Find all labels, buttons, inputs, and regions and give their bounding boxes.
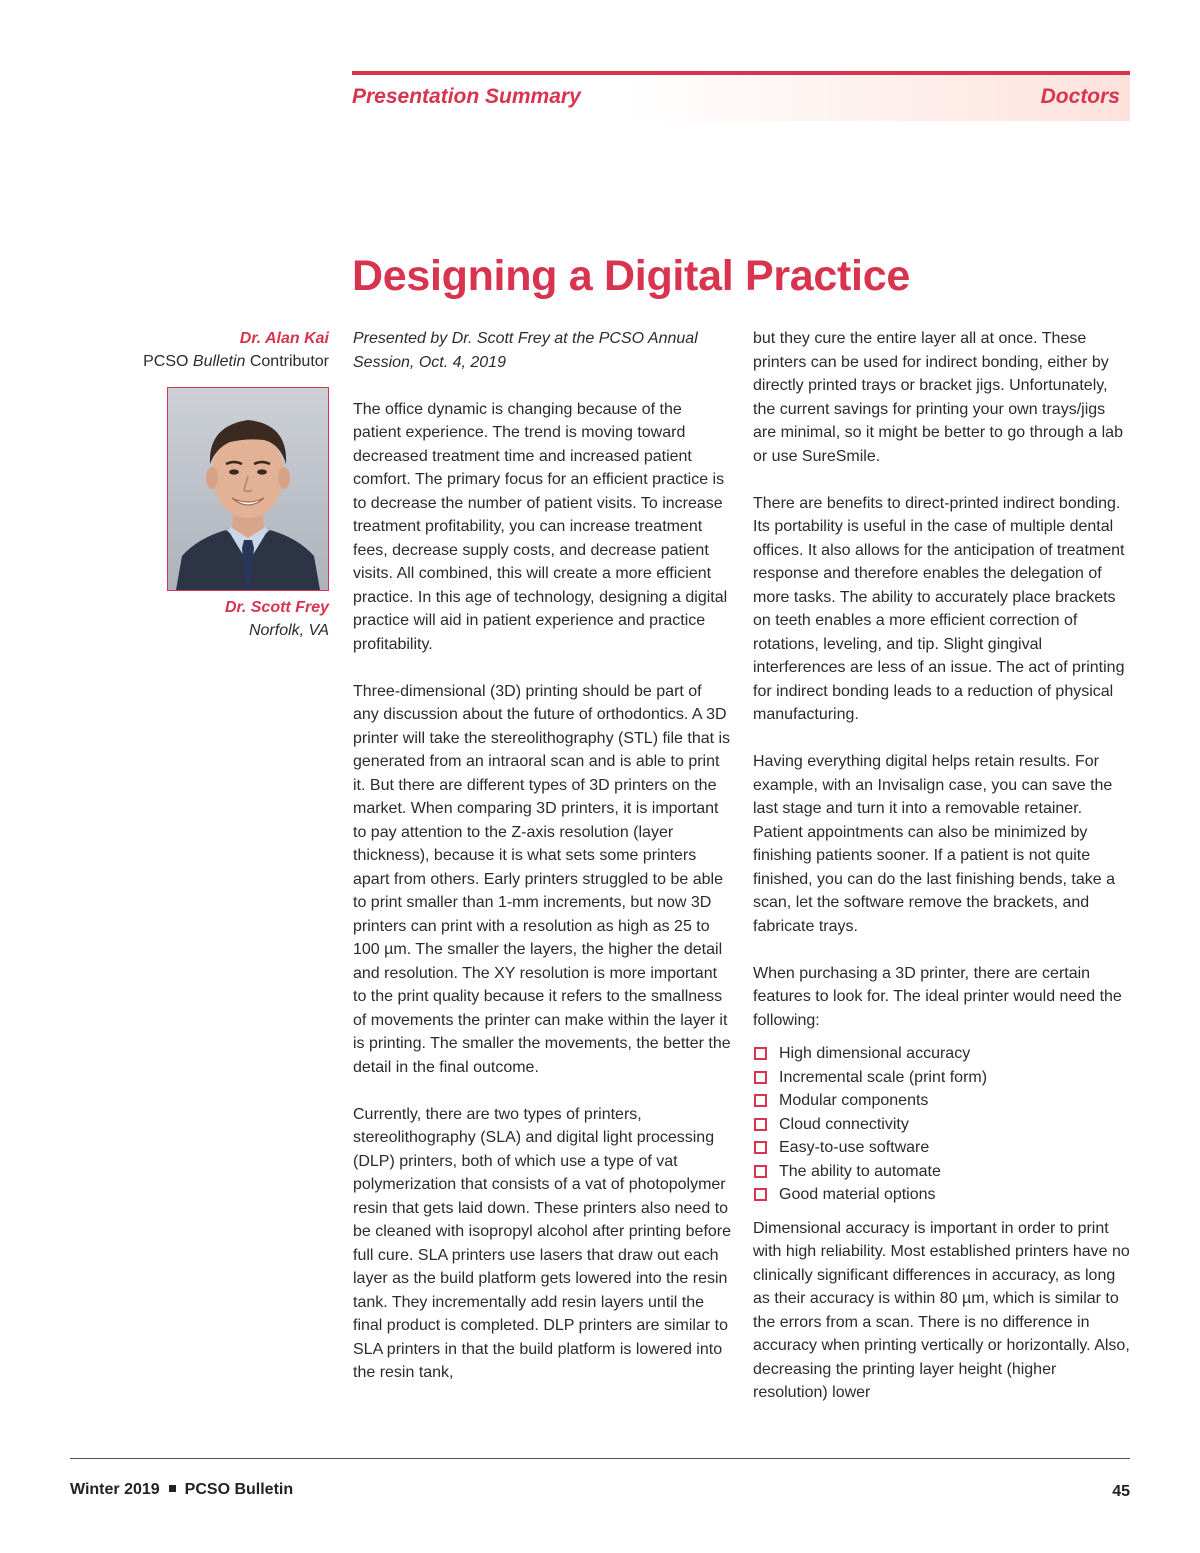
- list-item-label: Easy-to-use software: [779, 1139, 930, 1156]
- list-item-label: Incremental scale (print form): [779, 1068, 988, 1086]
- author-role: [90, 350, 329, 373]
- paragraph: When purchasing a 3D printer, there are certain features to look for. The ideal printer would need the following:: [753, 964, 1122, 1029]
- checkbox-square-icon: [754, 1165, 767, 1178]
- footer-issue-info: [70, 1481, 293, 1499]
- paragraph: Three-dimensional (3D) printing should be part of any discussion about the future of orthodontics. A 3D printer will take the stereolithography (STL) file that is generated from an intraoral scan and is able to print it. But there are different types of 3D printers on the market. When comparing 3D printers, it is important to pay attention to the Z-axis resolution (layer thickness), because it is what sets some printers apart from others. Early printers struggled to be able to print smaller than 1-mm increments, but now 3D printers can print with a resolution as high as 25 to 100 µm. The smaller the layers, the higher the detail and resolution. The XY resolution is more important to the print quality because it refers to the smallness of movements the printer can make within the layer it is printing. The smaller the movements, the better the detail in the final outcome.: [353, 682, 731, 1076]
- footer-issue: Winter 2019: [70, 1481, 160, 1498]
- list-item-label: Good material options: [779, 1186, 936, 1203]
- list-item: [753, 1066, 1131, 1090]
- checkbox-square-icon: [754, 1094, 767, 1107]
- author-name: Dr. Alan Kai: [239, 330, 329, 347]
- paragraph: Dimensional accuracy is important in order to print with high reliability. Most established printers have no clinically significant differences in accuracy, as long as their accuracy is within 80 µm, which is similar to the errors from a scan. There is no difference in accuracy when printing vertically or horizontally. Also, decreasing the printing layer height (higher resolution) lower: [753, 1219, 1130, 1401]
- paragraph: Currently, there are two types of printers, stereolithography (SLA) and digital light processing (DLP) printers, both of which use a type of vat polymerization that consists of a vat of photopolymer resin that gets laid down. These printers also need to be cleaned with isopropyl alcohol after printing before full cure. SLA printers use lasers that draw out each layer as the build platform gets lowered into the resin tank. They incrementally add resin layers until the final product is completed. DLP printers are similar to SLA printers in that the build platform is lowered into the resin tank,: [353, 1105, 732, 1381]
- article-column-2: [753, 327, 1131, 1428]
- article-title: Designing a Digital Practice: [352, 252, 910, 300]
- author-role-mid: Bulletin: [188, 353, 250, 370]
- page-number: 45: [1112, 1483, 1130, 1500]
- article-column-1: [353, 327, 731, 1408]
- paragraph: There are benefits to direct-printed indirect bonding. Its portability is useful in the case of multiple dental offices. It also allows for the anticipation of treatment response and therefore enables the delegation of more tasks. The ability to accurately place brackets on teeth enables a more efficient correction of rotations, leveling, and tip. Slight gingival interferences are less of an issue. The act of printing for indirect bonding leads to a reduction of physical manufacturing.: [753, 494, 1125, 723]
- author-role-pub: PCSO: [143, 353, 189, 370]
- list-item: [753, 1136, 1131, 1160]
- footer-publication: PCSO Bulletin: [184, 1481, 294, 1498]
- list-item-label: Modular components: [779, 1092, 929, 1109]
- printer-feature-checklist: [753, 1042, 1131, 1207]
- list-item-label: Cloud connectivity: [779, 1115, 909, 1133]
- list-item: [753, 1183, 1131, 1207]
- presenter-name: Dr. Scott Frey: [224, 599, 329, 616]
- checkbox-square-icon: [754, 1141, 767, 1154]
- presenter-city: Norfolk, VA: [248, 622, 329, 639]
- list-item-label: The ability to automate: [779, 1162, 941, 1180]
- list-item: [753, 1089, 1131, 1113]
- author-block: [90, 327, 329, 373]
- presenter-portrait-illustration: [168, 388, 328, 590]
- checkbox-square-icon: [754, 1188, 767, 1201]
- paragraph: The office dynamic is changing because of the patient experience. The trend is moving toward decreased treatment time and increased patient comfort. The primary focus for an efficient practice is to decrease the number of patient visits. To increase treatment profitability, you can increase treatment fees, decrease supply costs, and decrease patient visits. All combined, this will create a more efficient practice. In this age of technology, designing a digital practice will aid in patient experience and practice profitability.: [353, 400, 728, 653]
- presentation-byline: Presented by Dr. Scott Frey at the PCSO Annual Session, Oct. 4, 2019: [353, 330, 698, 371]
- paragraph: but they cure the entire layer all at once. These printers can be used for indirect bonding, either by directly printed trays or bracket jigs. Unfortunately, the current savings for printing your own trays/jigs are minimal, so it might be better to go through a lab or use SureSmile.: [753, 330, 1123, 465]
- list-item: [753, 1160, 1131, 1184]
- footer-divider: [70, 1458, 1130, 1459]
- section-header-bar: [352, 71, 1130, 121]
- list-item: [753, 1042, 1131, 1066]
- presenter-caption: [90, 596, 329, 642]
- square-bullet-icon: [169, 1485, 176, 1492]
- list-item: [753, 1113, 1131, 1137]
- section-label: Presentation Summary: [352, 85, 581, 108]
- list-item-label: High dimensional accuracy: [779, 1045, 971, 1062]
- checkbox-square-icon: [754, 1071, 767, 1084]
- presenter-photo: [167, 387, 329, 591]
- paragraph: Having everything digital helps retain results. For example, with an Invisalign case, you can save the last stage and turn it into a removable retainer. Patient appointments can also be minimized by finishing patients sooner. If a patient is not quite finished, you can do the last finishing bends, take a scan, let the software remove the brackets, and fabricate trays.: [753, 753, 1116, 935]
- author-role-tail: Contributor: [249, 353, 329, 370]
- checkbox-square-icon: [754, 1118, 767, 1131]
- category-label: Doctors: [1040, 85, 1120, 108]
- checkbox-square-icon: [754, 1047, 767, 1060]
